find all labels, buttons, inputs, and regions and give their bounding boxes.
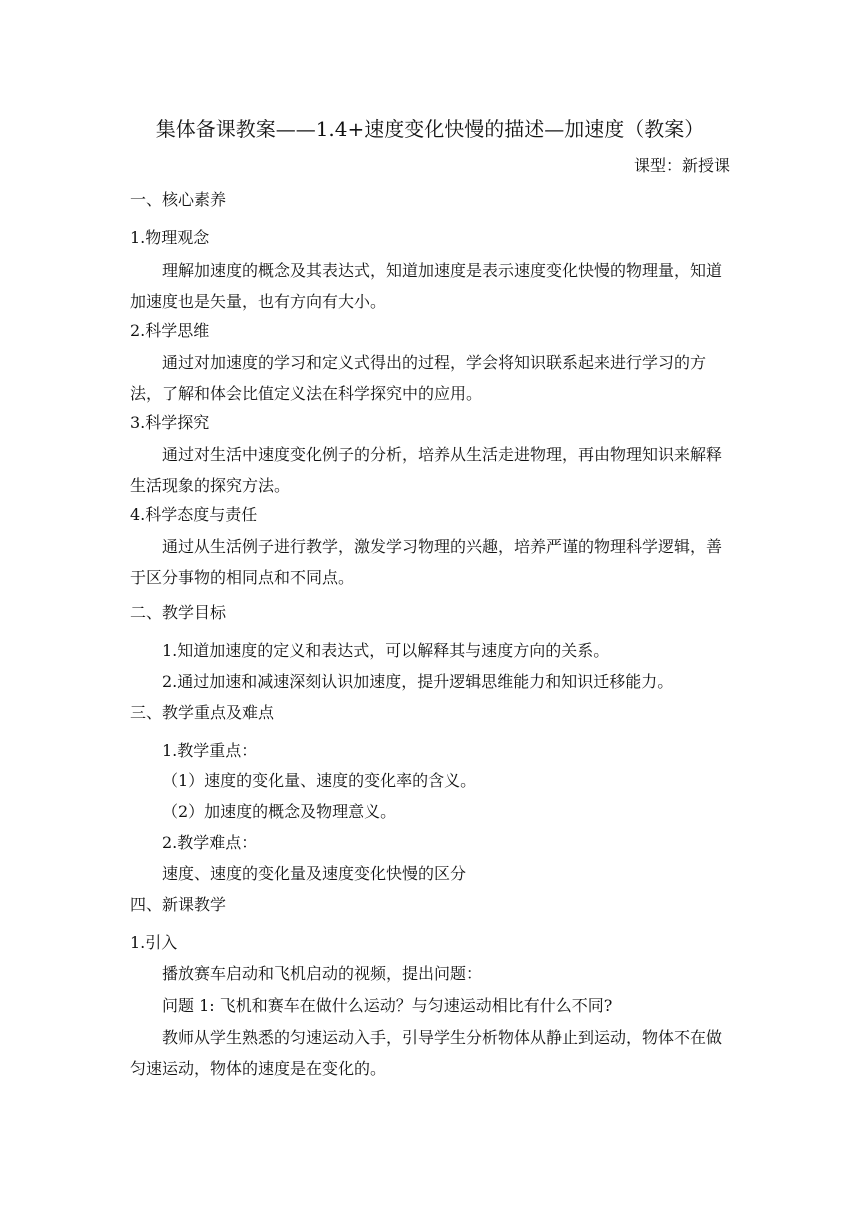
difficulty-heading: 2.教学难点： [162,833,258,852]
section-1-sub-3: 3.科学探究 [130,413,210,432]
key-points-heading: 1.教学重点： [162,741,258,760]
section-1-heading: 一、核心素养 [130,190,227,209]
goal-1: 1.知道加速度的定义和表达式，可以解释其与速度方向的关系。 [162,641,610,660]
lesson-type: 课型：新授课 [633,156,730,175]
difficulty-1: 速度、速度的变化量及速度变化快慢的区分 [162,864,467,883]
section-1-paragraph-1: 理解加速度的概念及其表达式，知道加速度是表示速度变化快慢的物理量，知道加速度也是矢量，也有方向有大小。 [130,261,723,311]
section-4-heading: 四、新课教学 [130,895,227,914]
section-4-paragraph-3: 教师从学生熟悉的匀速运动入手，引导学生分析物体从静止到运动，物体不在做匀速运动，物体的速度是在变化的。 [130,1028,723,1078]
document-title: 集体备课教案——1.4+速度变化快慢的描述—加速度（教案） [155,117,705,141]
section-1-sub-1: 1.物理观念 [130,228,210,247]
section-4-paragraph-1: 播放赛车启动和飞机启动的视频，提出问题： [162,964,483,983]
section-2-heading: 二、教学目标 [130,603,227,622]
section-4-sub-1: 1.引入 [130,933,178,952]
section-1-paragraph-4: 通过从生活例子进行教学，激发学习物理的兴趣，培养严谨的物理科学逻辑，善于区分事物的相同点和不同点。 [130,537,723,587]
section-1-paragraph-3: 通过对生活中速度变化例子的分析，培养从生活走进物理，再由物理知识来解释生活现象的探究方法。 [130,445,723,495]
section-1-sub-4: 4.科学态度与责任 [130,505,258,524]
section-1-sub-2: 2.科学思维 [130,321,210,340]
section-3-heading: 三、教学重点及难点 [130,703,275,722]
section-4-paragraph-2: 问题 1: 飞机和赛车在做什么运动？与匀速运动相比有什么不同? [162,996,613,1015]
goal-2: 2.通过加速和减速深刻认识加速度，提升逻辑思维能力和知识迁移能力。 [162,672,674,691]
key-point-1: （1）速度的变化量、速度的变化率的含义。 [162,771,477,790]
section-1-paragraph-2: 通过对加速度的学习和定义式得出的过程，学会将知识联系起来进行学习的方法，了解和体会比值定义法在科学探究中的应用。 [130,353,707,403]
key-point-2: （2）加速度的概念及物理意义。 [162,802,397,821]
